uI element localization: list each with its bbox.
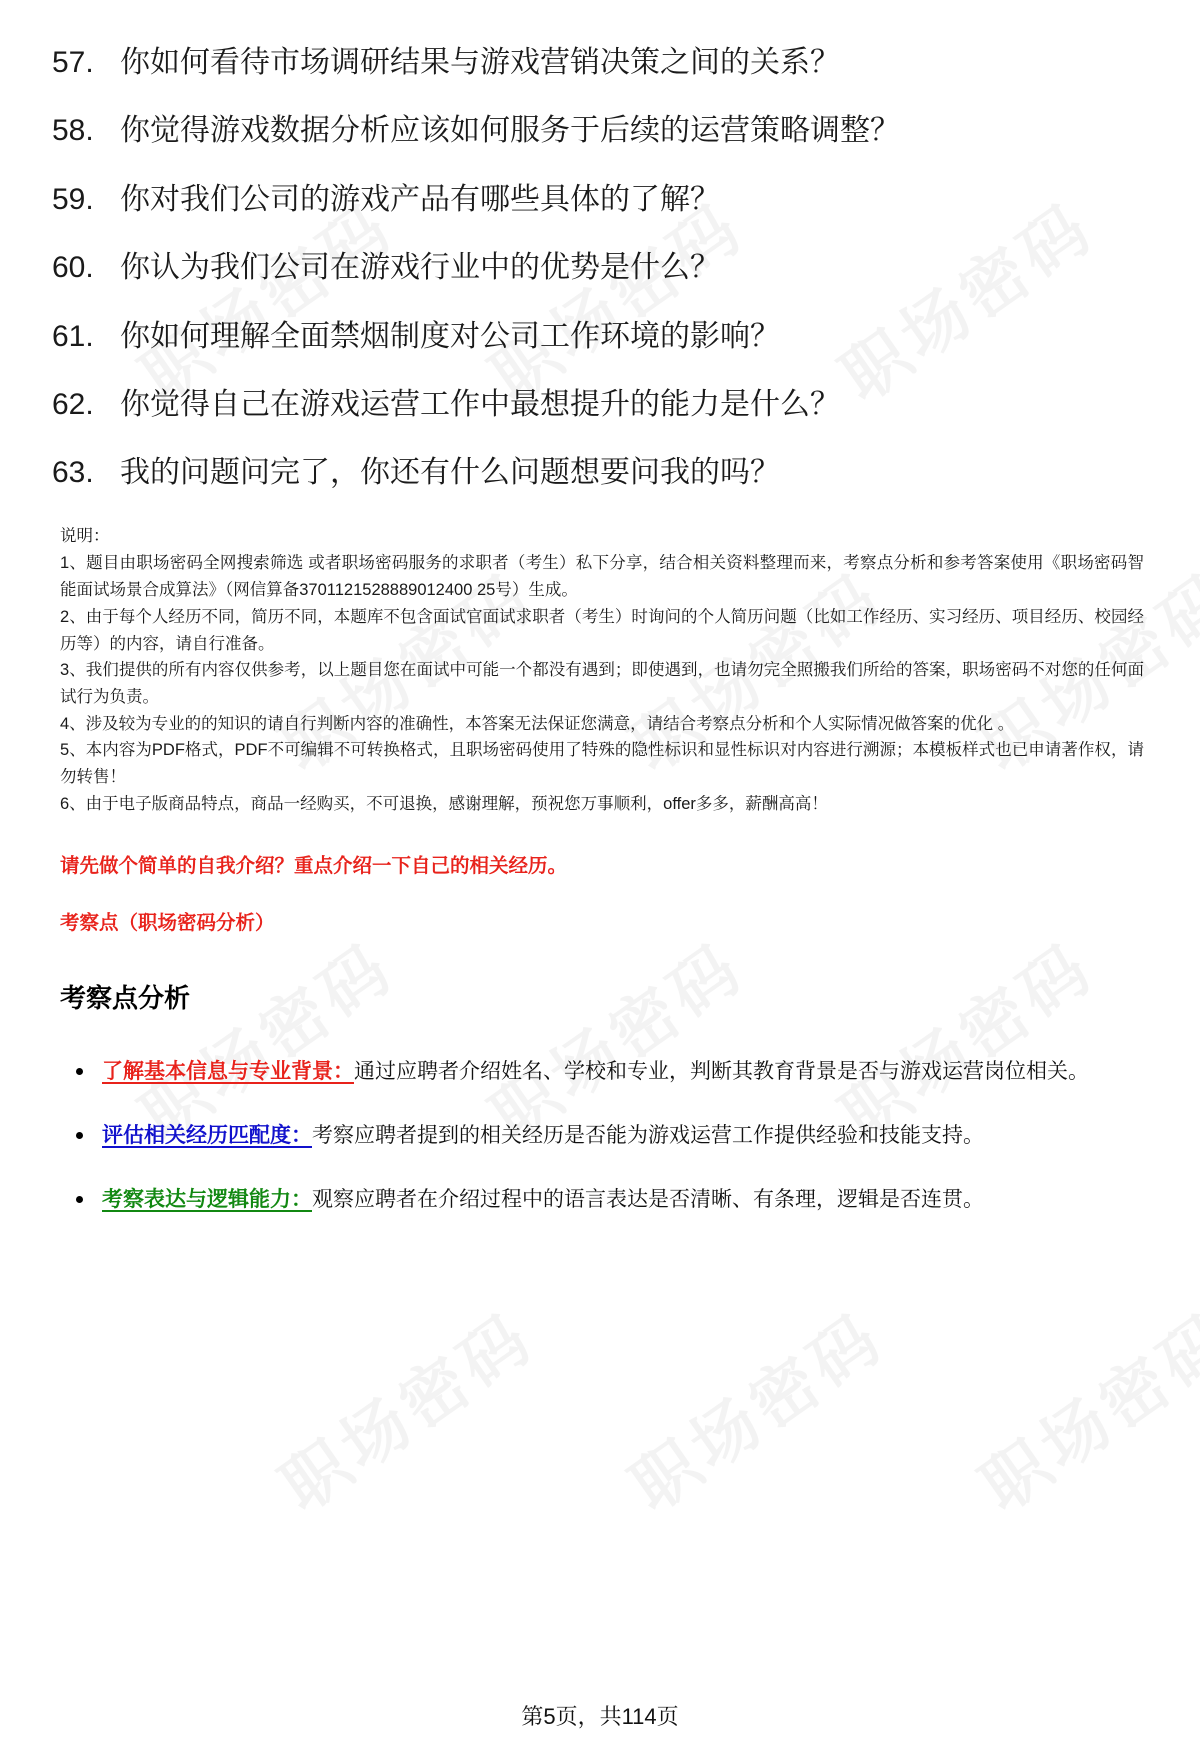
question-item <box>46 181 1140 219</box>
question-item <box>46 112 1140 150</box>
analysis-point-body: 观察应聘者在介绍过程中的语言表达是否清晰、有条理，逻辑是否连贯。 <box>312 1187 984 1211</box>
question-number: 61. <box>52 319 94 353</box>
analysis-point-list <box>60 1051 1140 1221</box>
question-item <box>46 44 1140 82</box>
analysis-point-body: 通过应聘者介绍姓名、学校和专业，判断其教育背景是否与游戏运营岗位相关。 <box>354 1059 1089 1083</box>
question-text: 你如何理解全面禁烟制度对公司工作环境的影响？ <box>120 319 780 353</box>
question-text: 我的问题问完了，你还有什么问题想要问我的吗？ <box>120 456 780 490</box>
notes-block <box>60 523 1144 818</box>
question-item <box>46 454 1140 492</box>
question-item <box>46 318 1140 356</box>
kaochadian-heading: 考察点（职场密码分析） <box>60 911 275 934</box>
analysis-point-label: 评估相关经历匹配度： <box>102 1123 312 1147</box>
analysis-point <box>60 1051 1140 1093</box>
analysis-point-label: 了解基本信息与专业背景： <box>102 1059 354 1083</box>
question-number: 63. <box>52 456 94 490</box>
analysis-section-title: 考察点分析 <box>60 983 191 1014</box>
question-number: 59. <box>52 182 94 216</box>
page-footer: 第5页，共114页 <box>521 1704 679 1729</box>
question-item <box>46 249 1140 287</box>
analysis-point-body: 考察应聘者提到的相关经历是否能为游戏运营工作提供经验和技能支持。 <box>312 1123 984 1147</box>
note-item: 3、我们提供的所有内容仅供参考，以上题目您在面试中可能一个都没有遇到；即使遇到，也请勿完全照搬我们所给的答案，职场密码不对您的任何面试行为负责。 <box>60 661 1144 707</box>
question-text: 你对我们公司的游戏产品有哪些具体的了解？ <box>120 182 720 216</box>
notes-title: 说明： <box>60 526 110 545</box>
question-number: 60. <box>52 251 94 285</box>
question-number: 58. <box>52 114 94 148</box>
note-item: 1、题目由职场密码全网搜索筛选 或者职场密码服务的求职者（考生）私下分享，结合相关资料整理而来，考察点分析和参考答案使用《职场密码智能面试场景合成算法》（网信算备3701121528889012400 25号）生成。 <box>60 554 1144 600</box>
question-text: 你觉得自己在游戏运营工作中最想提升的能力是什么？ <box>120 387 840 421</box>
question-number: 62. <box>52 387 94 421</box>
note-item: 5、本内容为PDF格式，PDF不可编辑不可转换格式，且职场密码使用了特殊的隐性标识和显性标识对内容进行溯源；本模板样式也已申请著作权，请勿转售！ <box>60 741 1144 787</box>
question-item <box>46 386 1140 424</box>
note-item: 4、涉及较为专业的的知识的请自行判断内容的准确性，本答案无法保证您满意，请结合考察点分析和个人实际情况做答案的优化 。 <box>60 714 1015 733</box>
analysis-point <box>60 1179 1140 1221</box>
question-text: 你如何看待市场调研结果与游戏营销决策之间的关系？ <box>120 46 840 79</box>
analysis-point-label: 考察表达与逻辑能力： <box>102 1187 312 1211</box>
analysis-point <box>60 1115 1140 1157</box>
question-number: 57. <box>52 46 94 79</box>
note-item: 2、由于每个人经历不同，简历不同，本题库不包含面试官面试求职者（考生）时询问的个人简历问题（比如工作经历、实习经历、项目经历、校园经历等）的内容，请自行准备。 <box>60 607 1144 653</box>
question-text: 你认为我们公司在游戏行业中的优势是什么？ <box>120 251 720 285</box>
self-introduction-prompt: 请先做个简单的自我介绍？重点介绍一下自己的相关经历。 <box>60 854 568 877</box>
note-item: 6、由于电子版商品特点，商品一经购买，不可退换，感谢理解，预祝您万事顺利，offer多多，薪酬高高！ <box>60 794 828 813</box>
question-text: 你觉得游戏数据分析应该如何服务于后续的运营策略调整？ <box>120 114 900 148</box>
question-list <box>0 0 1200 493</box>
